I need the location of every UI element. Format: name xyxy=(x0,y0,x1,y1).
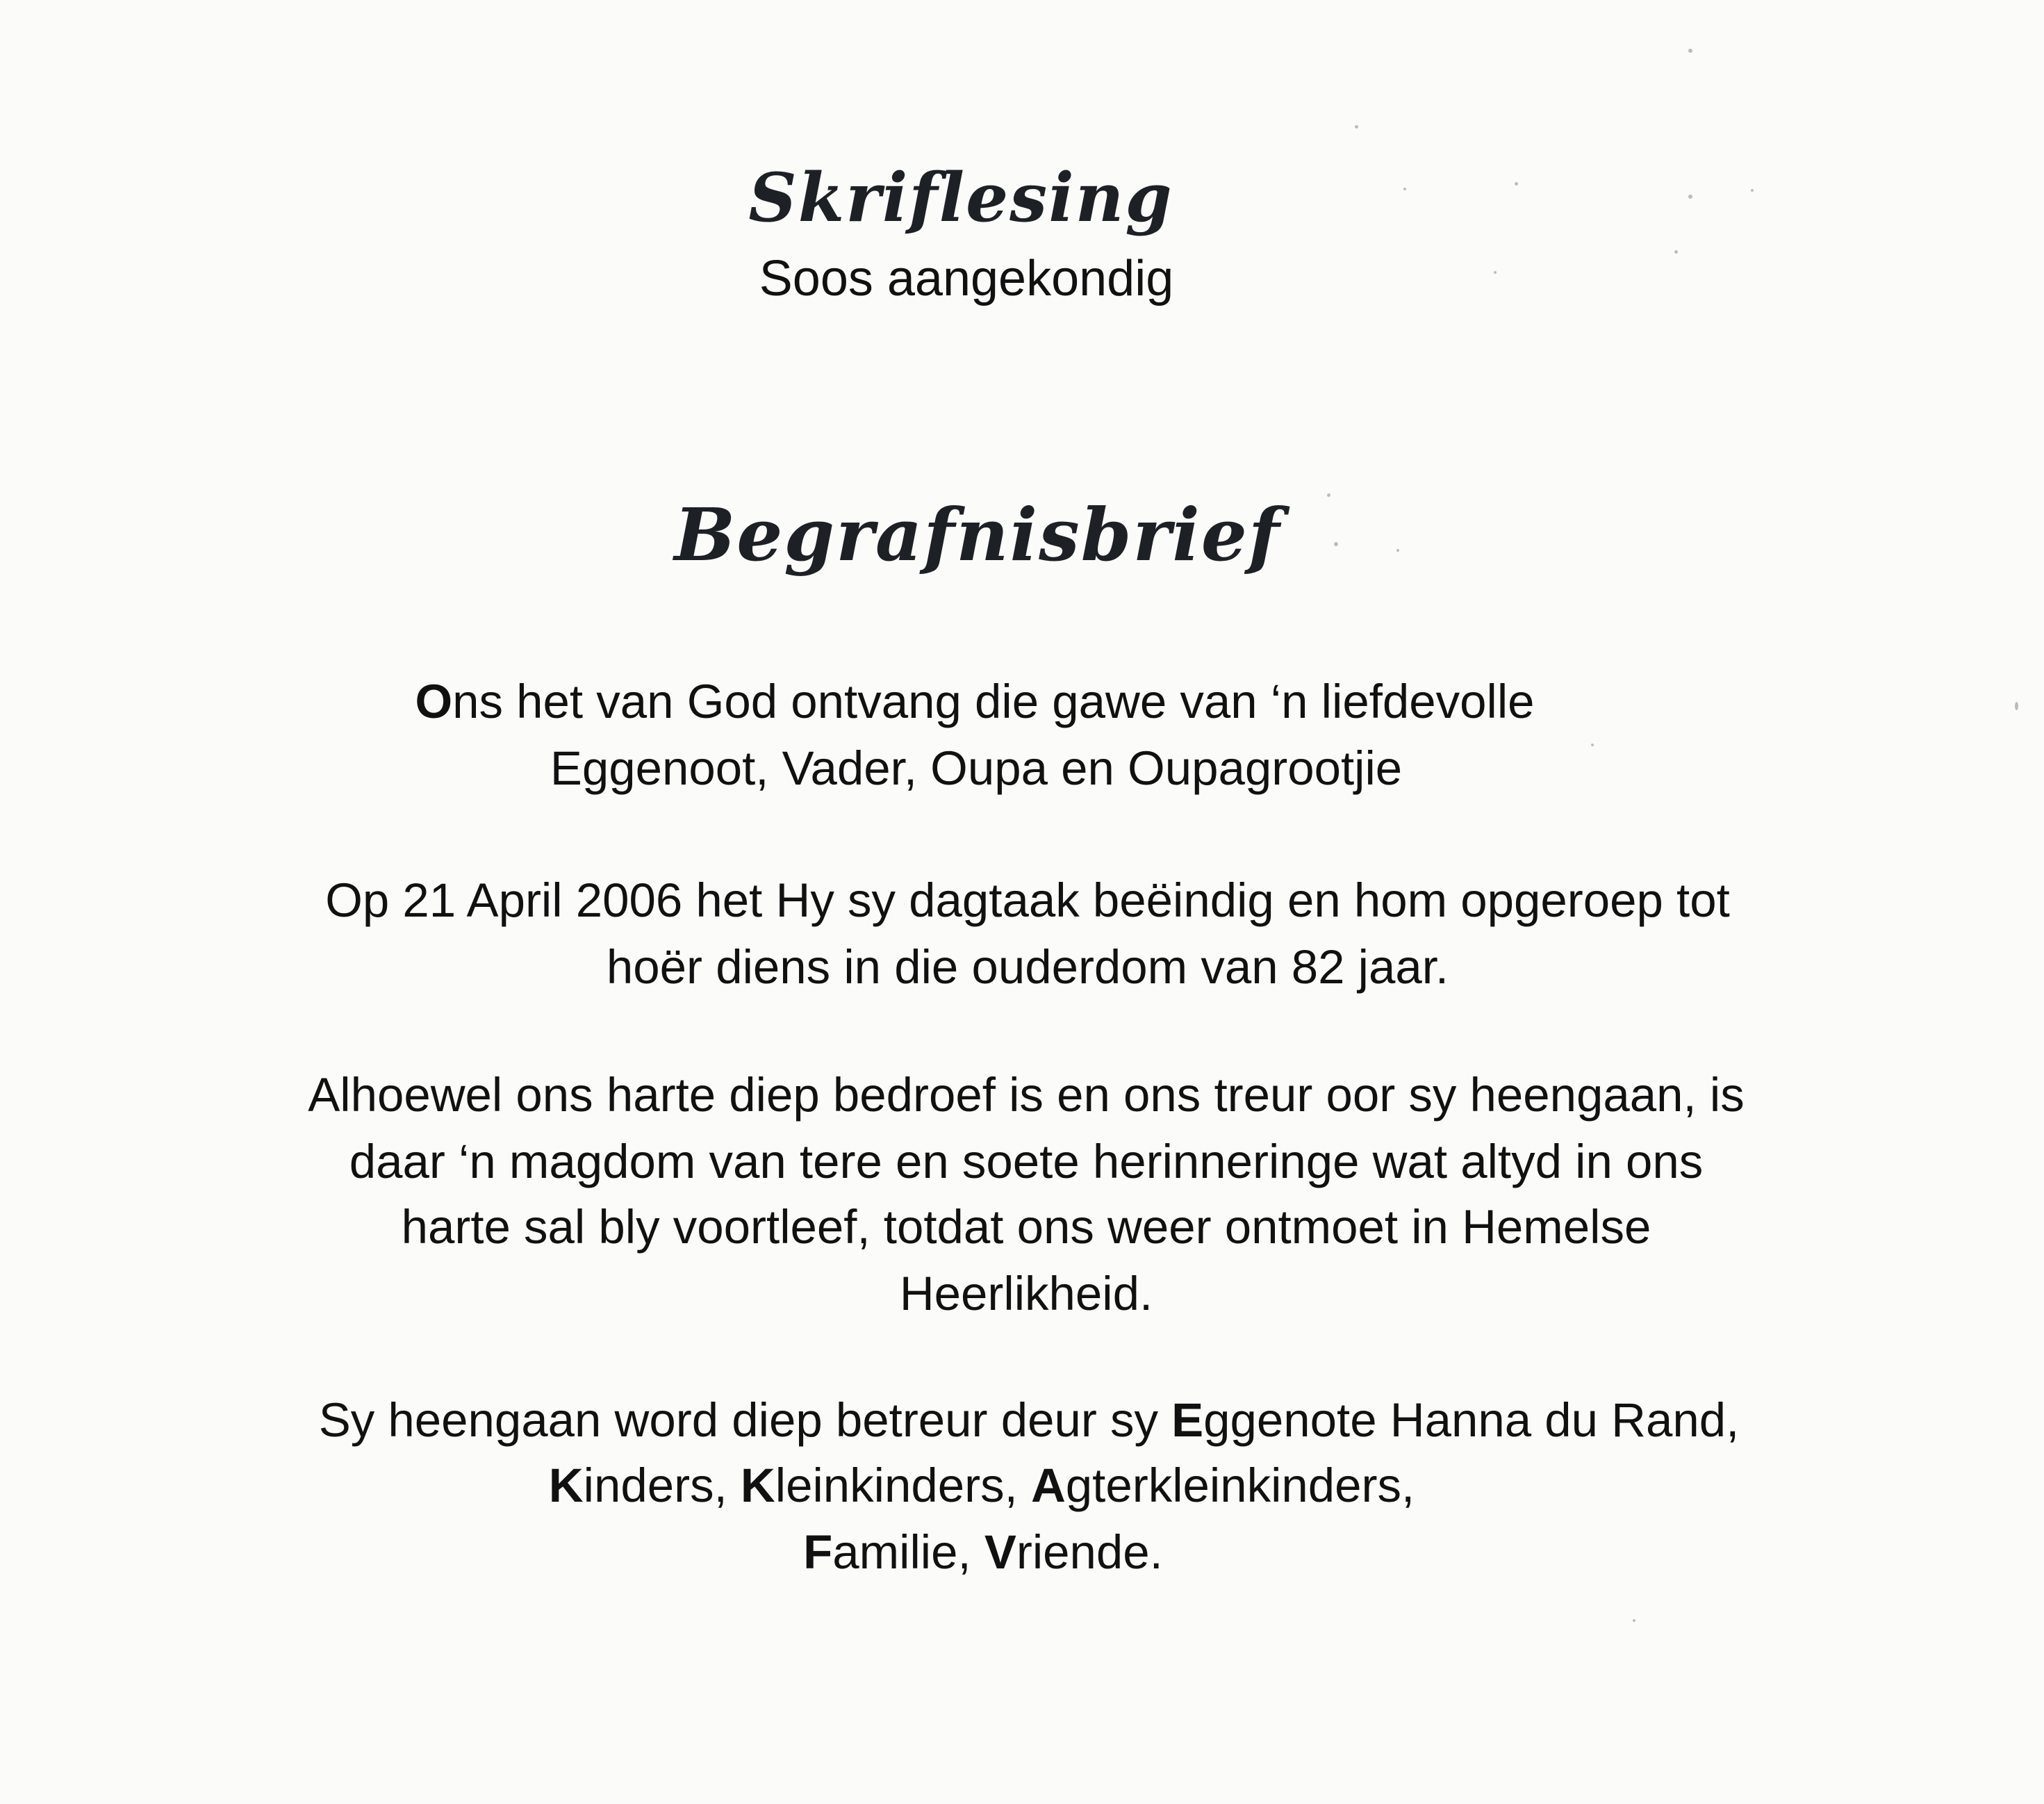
initial-letter: K xyxy=(548,1459,584,1512)
scan-speck xyxy=(1334,542,1338,546)
scan-speck xyxy=(1403,188,1406,190)
initial-letter: K xyxy=(740,1459,775,1512)
line-text: leinkinders, xyxy=(775,1459,1031,1512)
scan-speck xyxy=(1515,182,1518,186)
heading-begrafnisbrief: Begrafnisbrief xyxy=(674,492,1281,577)
paragraph-2-line-2: hoër diens in die ouderdom van 82 jaar. xyxy=(606,940,1449,994)
scan-speck xyxy=(1688,195,1692,199)
paragraph-3-line-1: Alhoewel ons harte diep bedroef is en ons treur oor sy heengaan, is xyxy=(308,1068,1745,1122)
paragraph-1-line-2: Eggenoot, Vader, Oupa en Oupagrootjie xyxy=(550,741,1403,795)
line-text: Sy heengaan word diep betreur deur sy xyxy=(318,1393,1172,1447)
scan-speck xyxy=(1751,189,1754,192)
line-text: gterkleinkinders, xyxy=(1065,1459,1415,1512)
scan-speck xyxy=(1633,1619,1635,1622)
scan-speck xyxy=(1494,271,1497,274)
scan-speck xyxy=(2015,702,2018,710)
paragraph-3-line-2: daar ‘n magdom van tere en soete herinneringe wat altyd in ons xyxy=(349,1135,1704,1188)
line-text: inders, xyxy=(583,1459,741,1512)
line-text: ns het van God ontvang die gawe van ‘n liefdevolle xyxy=(452,675,1535,728)
paragraph-3-line-4: Heerlikheid. xyxy=(899,1267,1153,1320)
paragraph-1-line-1 xyxy=(0,674,1997,729)
paragraph-4-line-3 xyxy=(0,1525,2005,1580)
scan-speck xyxy=(1674,250,1678,254)
paragraph-4-line-1 xyxy=(7,1393,2044,1448)
line-text: amilie, xyxy=(832,1525,984,1579)
paragraph-2-line-1: Op 21 April 2006 het Hy sy dagtaak beëindig en hom opgeroep tot xyxy=(325,874,1730,927)
initial-letter: A xyxy=(1030,1459,1066,1512)
line-text: ggenote Hanna du Rand, xyxy=(1203,1393,1740,1447)
paragraph-4-line-2 xyxy=(0,1458,2004,1513)
paragraph-3-line-3: harte sal bly voortleef, totdat ons weer ontmoet in Hemelse xyxy=(401,1200,1651,1254)
scan-speck xyxy=(1688,49,1692,53)
scan-speck xyxy=(1591,744,1594,746)
initial-letter: V xyxy=(984,1525,1016,1579)
scan-speck xyxy=(1396,549,1399,552)
initial-letter: F xyxy=(803,1525,833,1579)
subtitle-announced: Soos aangekondig xyxy=(759,251,1174,306)
line-text: riende. xyxy=(1016,1525,1163,1579)
title-skriflesing: Skriflesing xyxy=(748,158,1173,237)
initial-letter: E xyxy=(1171,1393,1204,1447)
initial-letter: O xyxy=(415,675,453,728)
scan-speck xyxy=(1327,493,1330,497)
scan-speck xyxy=(1355,125,1358,129)
